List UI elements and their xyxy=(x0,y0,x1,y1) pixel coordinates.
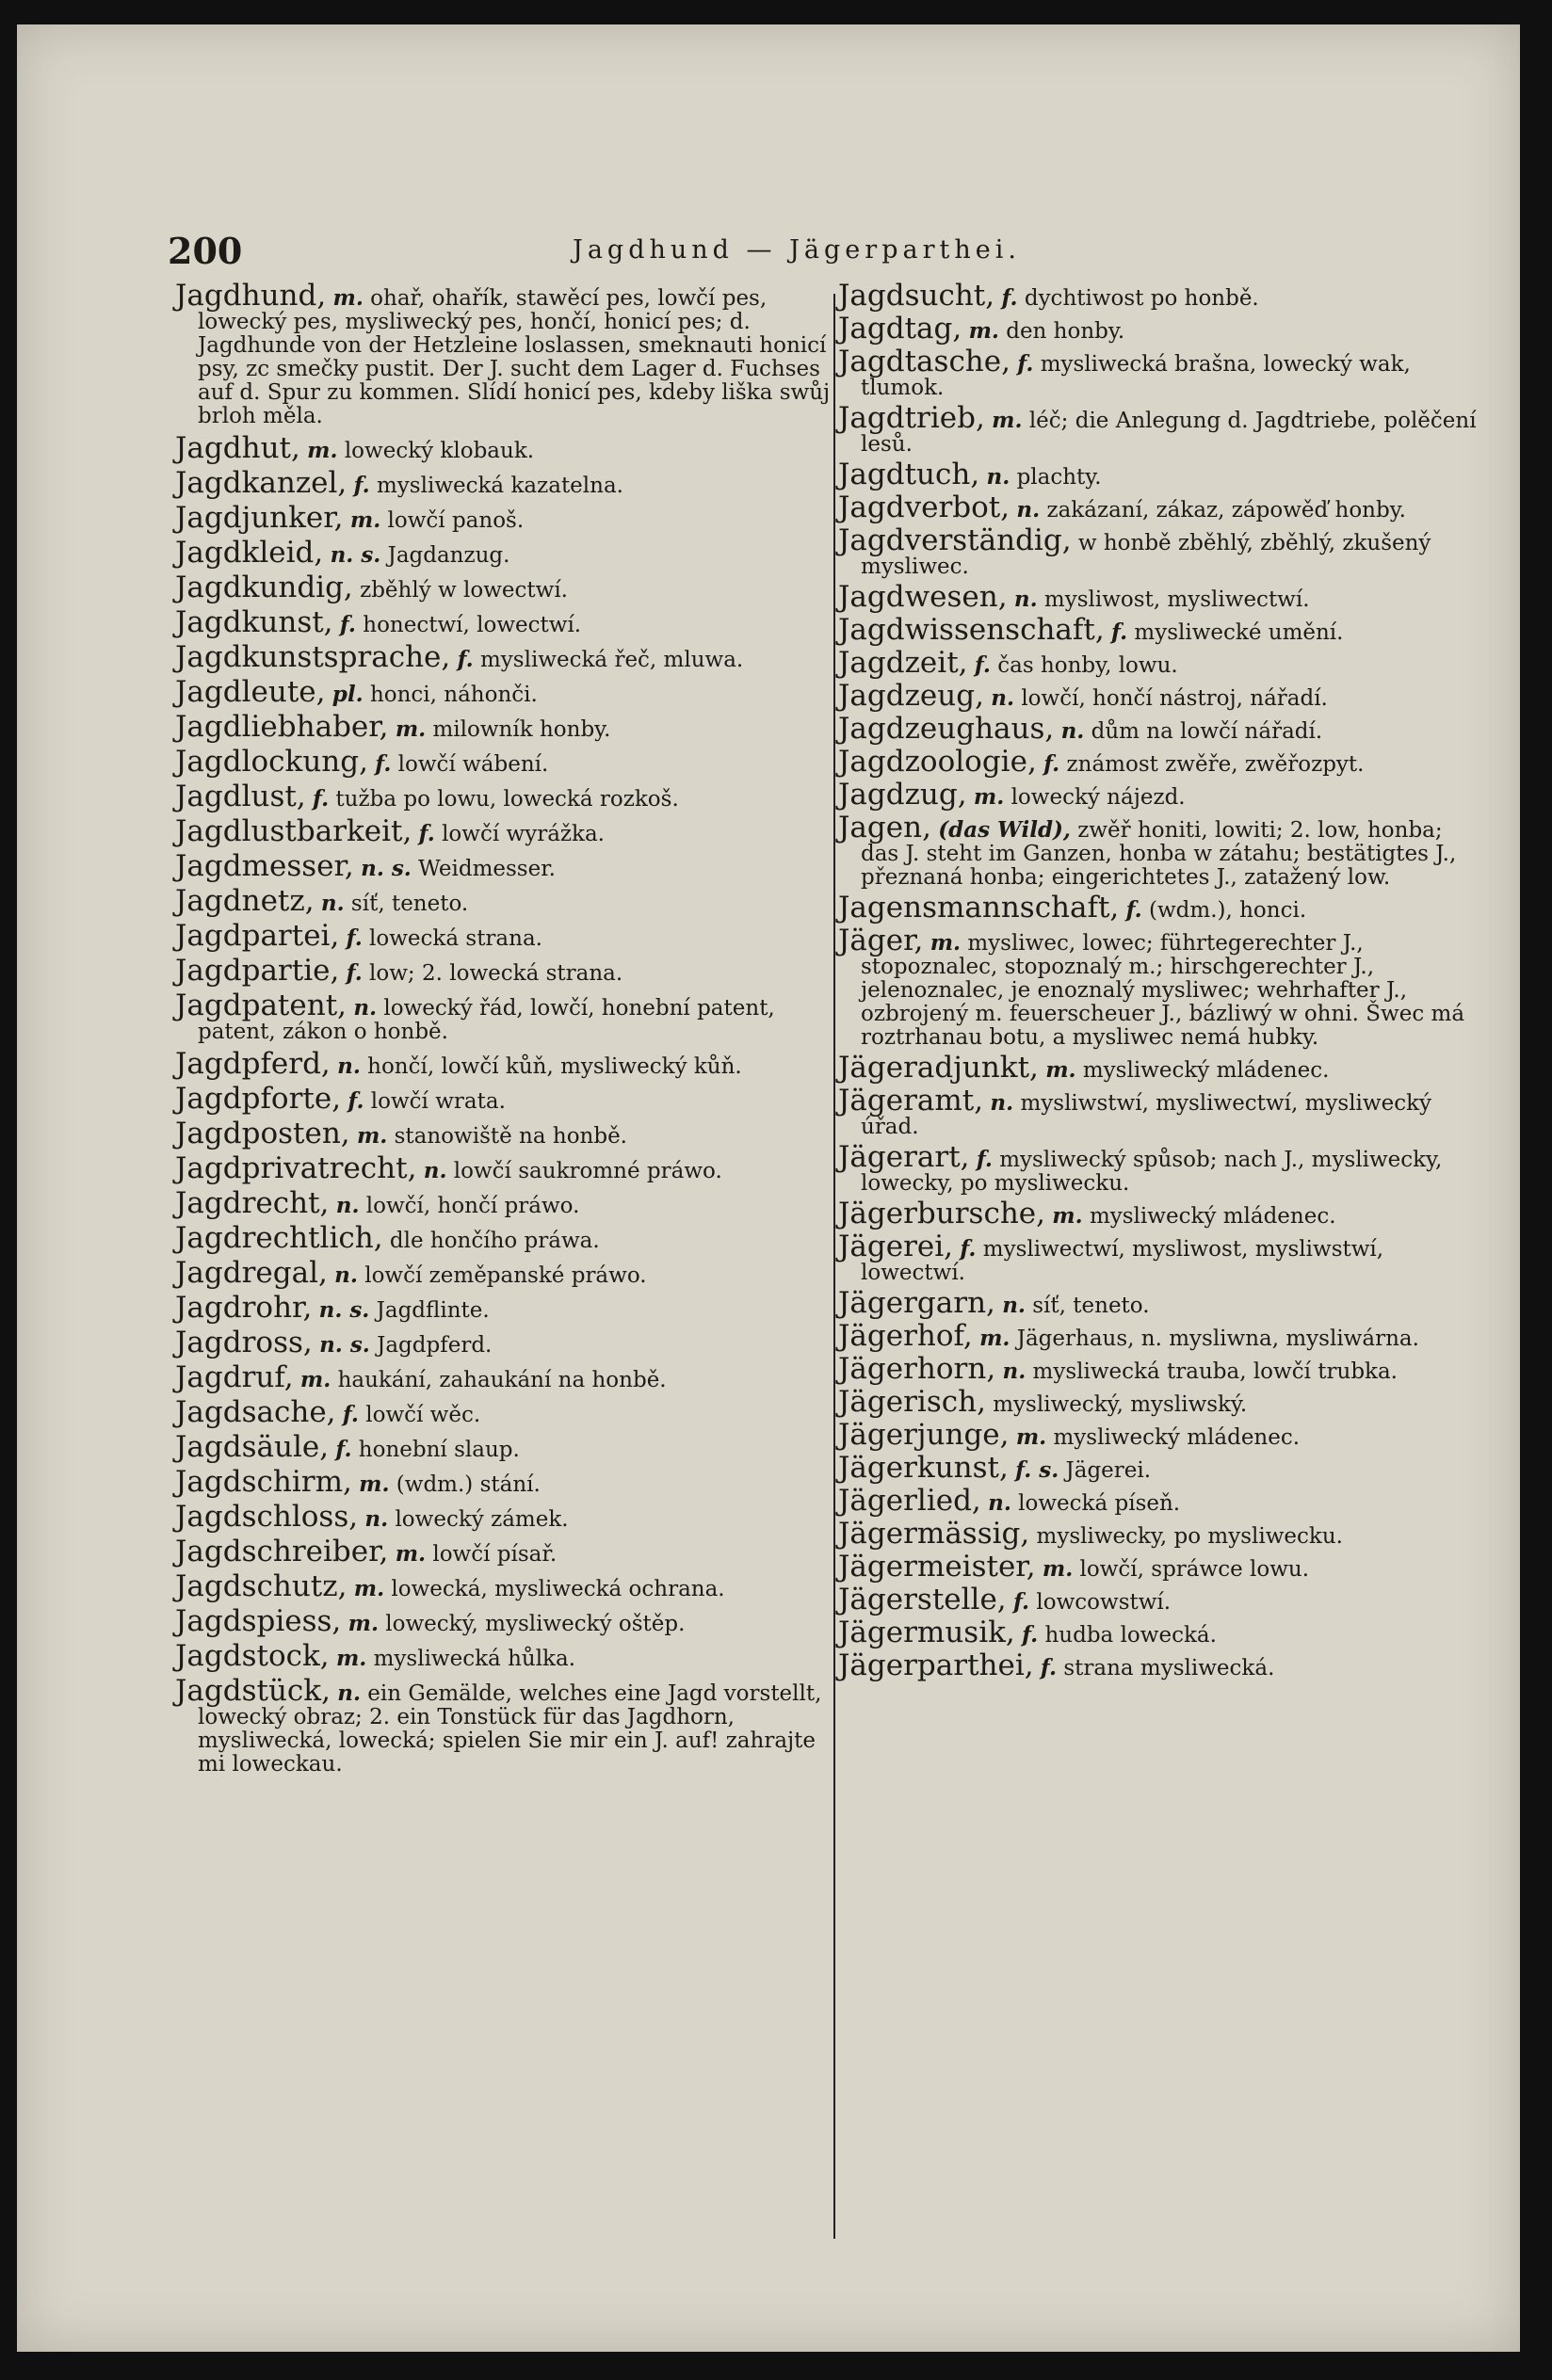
entry-definition: mysliwecká řeč, mluwa. xyxy=(479,648,744,672)
entry-grammar: m. xyxy=(1052,1203,1083,1229)
entry-definition: Jagdanzug. xyxy=(387,543,510,568)
entry-definition: lowecký, mysliwecký oštěp. xyxy=(385,1612,686,1636)
entry-definition: plachty. xyxy=(1016,465,1102,490)
dictionary-entry xyxy=(175,814,834,848)
entry-grammar: m. xyxy=(930,930,962,956)
entry-headword: Jagdruf, xyxy=(175,1360,294,1394)
dictionary-entry xyxy=(175,954,834,988)
dictionary-entry xyxy=(175,849,834,883)
entry-definition: dle hončího práwa. xyxy=(389,1229,600,1253)
entry-definition: honební slaup. xyxy=(358,1438,520,1462)
dictionary-entry xyxy=(838,811,1479,890)
entry-definition: honectwí, lowectwí. xyxy=(363,613,582,637)
entry-headword: Jagdsucht, xyxy=(838,279,995,313)
dictionary-entry xyxy=(175,884,834,918)
entry-grammar: f. xyxy=(353,473,370,498)
entry-grammar: n. s. xyxy=(330,542,381,568)
dictionary-entry xyxy=(838,924,1479,1050)
entry-grammar: m. xyxy=(335,1646,367,1671)
dictionary-entry xyxy=(175,1360,834,1394)
entry-definition: čas honby, lowu. xyxy=(997,653,1178,678)
entry-grammar: m. xyxy=(1015,1424,1047,1450)
entry-definition: lowecká, mysliwecká ochrana. xyxy=(391,1577,725,1601)
entry-headword: Jagdtrieb, xyxy=(838,401,985,435)
entry-headword: Jägermeister, xyxy=(838,1550,1036,1584)
entry-grammar: m. xyxy=(307,438,338,463)
entry-definition: lowecká strana. xyxy=(369,926,542,951)
dictionary-entry xyxy=(838,1230,1479,1285)
entry-grammar: f. xyxy=(1017,351,1034,377)
entry-grammar: n. xyxy=(986,464,1010,490)
dictionary-entry xyxy=(175,640,834,674)
dictionary-entry xyxy=(838,1051,1479,1085)
entry-headword: Jagdpartie, xyxy=(175,954,340,988)
dictionary-entry xyxy=(838,401,1479,457)
entry-definition: lowecký klobauk. xyxy=(344,439,535,463)
dictionary-entry xyxy=(838,891,1479,925)
dictionary-entry xyxy=(175,1082,834,1116)
entry-definition: (wdm.), honci. xyxy=(1149,898,1307,923)
dictionary-entry xyxy=(838,490,1479,524)
dictionary-entry xyxy=(175,1256,834,1290)
entry-grammar: n. xyxy=(1013,587,1038,612)
dictionary-entry xyxy=(175,1465,834,1499)
entry-headword: Jäger, xyxy=(838,924,924,957)
entry-definition: lowecký řád, lowčí, honební patent, patent, zákon o honbě. xyxy=(198,996,775,1044)
entry-headword: Jagdzeit, xyxy=(838,646,968,680)
entry-definition: mysliwecká brašna, lowecký wak, tlumok. xyxy=(861,352,1411,400)
entry-headword: Jägergarn, xyxy=(838,1286,995,1320)
entry-grammar: (das Wild), xyxy=(938,817,1071,843)
entry-headword: Jagdkanzel, xyxy=(175,466,348,500)
entry-definition: mysliwecká trauba, lowčí trubka. xyxy=(1032,1359,1398,1384)
entry-headword: Jagdlustbarkeit, xyxy=(175,814,412,848)
entry-definition: ein Gemälde, welches eine Jagd vorstellt, lowecký obraz; 2. ein Tonstück für das Jagdhorn, mysliwecká, lowecká; spielen Sie mir ein J. auf! zahrajte mi loweckau. xyxy=(198,1681,822,1777)
entry-headword: Jagdzeughaus, xyxy=(838,712,1055,746)
entry-definition: zwěř honiti, lowiti; 2. low, honba; das J. steht im Ganzen, honba w zátahu; bestätigtes J., přeznaná honba; eingerichtetes J., zatažený low. xyxy=(861,818,1457,890)
entry-grammar: m. xyxy=(1042,1556,1074,1582)
entry-definition: milowník honby. xyxy=(432,717,611,742)
dictionary-entry xyxy=(838,279,1479,313)
entry-grammar: m. xyxy=(968,318,999,344)
dictionary-entry xyxy=(175,1117,834,1150)
entry-grammar: m. xyxy=(979,1326,1010,1351)
entry-grammar: n. xyxy=(337,1053,361,1079)
dictionary-entry xyxy=(175,1604,834,1638)
dictionary-entry xyxy=(175,1047,834,1081)
entry-grammar: n. xyxy=(1060,718,1085,744)
entry-definition: mysliwecký mládenec. xyxy=(1089,1204,1336,1229)
entry-grammar: f. xyxy=(418,821,435,846)
entry-grammar: n. xyxy=(991,685,1014,711)
dictionary-entry xyxy=(175,431,834,465)
entry-grammar: n. s. xyxy=(319,1332,370,1358)
entry-headword: Jägerparthei, xyxy=(838,1648,1034,1682)
dictionary-entry xyxy=(838,523,1479,579)
entry-definition: lowecký nájezd. xyxy=(1010,785,1186,810)
entry-definition: mysliwost, mysliwectwí. xyxy=(1043,587,1310,612)
entry-grammar: f. xyxy=(348,1088,364,1114)
entry-definition: lowčí, hončí nástroj, nářadí. xyxy=(1021,686,1328,711)
dictionary-entry xyxy=(838,1484,1479,1518)
entry-definition: hončí, lowčí kůň, mysliwecký kůň. xyxy=(367,1054,742,1079)
entry-grammar: f. xyxy=(960,1236,977,1262)
entry-headword: Jagdstock, xyxy=(175,1639,330,1673)
dictionary-entry xyxy=(838,345,1479,400)
dictionary-entry xyxy=(175,536,834,570)
entry-definition: lowčí, spráwce lowu. xyxy=(1079,1557,1310,1582)
entry-definition: w honbě zběhlý, zběhlý, zkušený mysliwec. xyxy=(861,531,1431,579)
dictionary-entry xyxy=(175,571,834,604)
entry-definition: mysliwecký, mysliwský. xyxy=(993,1392,1248,1417)
entry-grammar: m. xyxy=(395,1541,427,1567)
entry-definition: Jagdpferd. xyxy=(377,1333,493,1358)
dictionary-entry xyxy=(838,1583,1479,1616)
entry-definition: dům na lowčí nářadí. xyxy=(1091,719,1323,744)
entry-grammar: m. xyxy=(348,1611,379,1636)
entry-grammar: n. xyxy=(337,1680,361,1706)
dictionary-entry xyxy=(175,710,834,744)
entry-headword: Jägerjunge, xyxy=(838,1418,1010,1452)
dictionary-entry xyxy=(175,1569,834,1603)
entry-definition: lowčí wábení. xyxy=(397,752,549,777)
entry-headword: Jägerlied, xyxy=(838,1484,981,1518)
dictionary-entry xyxy=(175,1535,834,1568)
entry-grammar: f. xyxy=(974,652,991,678)
entry-headword: Jagdleute, xyxy=(175,675,326,709)
entry-definition: lowčí zeměpanské práwo. xyxy=(364,1263,647,1288)
entry-grammar: m. xyxy=(395,716,427,742)
entry-definition: ohař, ohařík, stawěcí pes, lowčí pes, lowecký pes, mysliwecký pes, hončí, honicí pes; d. Jagdhunde von der Hetzleine loslassen, smeknauti honicí psy, zc smečky pustit. Der J. sucht dem Lager d. Fuchses auf d. Spur zu kommen. Slídí honicí pes, kdeby liška swůj brloh měla. xyxy=(198,286,831,428)
entry-definition: zběhlý w lowectwí. xyxy=(360,578,568,603)
dictionary-entry xyxy=(838,1418,1479,1452)
entry-definition: strana mysliwecká. xyxy=(1063,1656,1275,1680)
entry-headword: Jagdross, xyxy=(175,1326,313,1359)
entry-headword: Jagdkunst, xyxy=(175,605,333,639)
entry-grammar: f. xyxy=(1111,619,1128,645)
entry-headword: Jägerstelle, xyxy=(838,1583,1007,1616)
entry-headword: Jagdkunstsprache, xyxy=(175,640,451,674)
entry-grammar: n. xyxy=(320,891,345,916)
entry-grammar: n. xyxy=(1002,1293,1026,1318)
entry-grammar: f. xyxy=(342,1402,359,1427)
entry-headword: Jägerhof, xyxy=(838,1319,973,1353)
entry-headword: Jagdpatent, xyxy=(175,989,348,1022)
dictionary-entry xyxy=(838,1385,1479,1419)
entry-grammar: f. xyxy=(375,751,392,777)
entry-grammar: f. xyxy=(1022,1622,1039,1648)
entry-definition: lowčí wěc. xyxy=(365,1403,481,1427)
entry-definition: lowcowstwí. xyxy=(1036,1590,1172,1615)
entry-grammar: f. xyxy=(313,786,330,812)
dictionary-entry xyxy=(838,1648,1479,1682)
entry-grammar: m. xyxy=(973,784,1005,810)
entry-headword: Jagdpferd, xyxy=(175,1047,331,1081)
entry-headword: Jagdwesen, xyxy=(838,580,1008,614)
entry-grammar: m. xyxy=(353,1576,385,1601)
entry-grammar: m. xyxy=(332,285,364,311)
dictionary-entry xyxy=(175,780,834,813)
entry-grammar: f. xyxy=(1043,751,1060,777)
entry-definition: síť, teneto. xyxy=(350,892,469,916)
entry-grammar: f. xyxy=(339,612,356,637)
entry-headword: Jägerhorn, xyxy=(838,1352,996,1386)
dictionary-entry xyxy=(838,1517,1479,1551)
entry-grammar: n. s. xyxy=(318,1297,370,1323)
entry-definition: tužba po lowu, lowecká rozkoš. xyxy=(335,787,679,812)
dictionary-page xyxy=(17,24,1520,2352)
entry-grammar: m. xyxy=(1045,1057,1076,1083)
entry-headword: Jagdpforte, xyxy=(175,1082,342,1116)
entry-definition: lowčí panoš. xyxy=(387,508,525,533)
dictionary-entry xyxy=(175,1326,834,1359)
entry-headword: Jagdregal, xyxy=(175,1256,328,1290)
entry-headword: Jägerbursche, xyxy=(838,1197,1045,1230)
entry-headword: Jagdzoologie, xyxy=(838,745,1037,779)
dictionary-entry xyxy=(175,1151,834,1185)
entry-definition: mysliwec, lowec; führtegerechter J., stopoznalec, stopoznalý m.; hirschgerechter J., jelenoznalec, je enoznalý mysliwec; wehrhafter J., ozbrojený m. feuerscheuer J., bázliwý w ohni. Šwec má roztrhanau botu, a mysliwec nemá hubky. xyxy=(861,931,1465,1050)
entry-definition: hudba lowecká. xyxy=(1044,1623,1217,1648)
dictionary-entry xyxy=(838,745,1479,779)
entry-definition: lowčí písař. xyxy=(432,1542,558,1567)
entry-headword: Jagdsache, xyxy=(175,1395,336,1429)
entry-grammar: m. xyxy=(359,1471,390,1497)
entry-grammar: f. xyxy=(346,960,363,986)
entry-definition: Jagdflinte. xyxy=(376,1298,490,1323)
entry-definition: síť, teneto. xyxy=(1032,1294,1150,1318)
entry-definition: zakázaní, zákaz, zápowěď honby. xyxy=(1046,498,1406,523)
right-column xyxy=(838,279,1479,1687)
entry-headword: Jagdtuch, xyxy=(838,458,980,491)
entry-grammar: n. xyxy=(988,1490,1011,1516)
entry-headword: Jägermusik, xyxy=(838,1616,1015,1649)
entry-definition: mysliwecké umění. xyxy=(1134,620,1344,645)
entry-definition: lowčí wyrážka. xyxy=(442,822,605,846)
entry-definition: mysliwecky, po mysliwecku. xyxy=(1036,1524,1343,1549)
entry-grammar: n. xyxy=(334,1262,358,1288)
entry-headword: Jagdschreiber, xyxy=(175,1535,389,1568)
entry-headword: Jagdschutz, xyxy=(175,1569,348,1603)
entry-grammar: f. xyxy=(457,647,474,672)
dictionary-entry xyxy=(838,1352,1479,1386)
entry-definition: známost zwěře, zwěřozpyt. xyxy=(1066,752,1365,777)
entry-grammar: f. xyxy=(1040,1655,1058,1680)
entry-grammar: f. xyxy=(1001,285,1018,311)
dictionary-entry xyxy=(838,1197,1479,1230)
entry-definition: mysliwectwí, mysliwost, mysliwstwí, lowectwí. xyxy=(861,1237,1384,1285)
entry-headword: Jagdkleid, xyxy=(175,536,324,570)
entry-grammar: n. xyxy=(353,995,378,1021)
dictionary-entry xyxy=(838,580,1479,614)
dictionary-entry xyxy=(838,679,1479,713)
entry-grammar: f. xyxy=(1125,897,1142,923)
entry-definition: lowčí saukromné práwo. xyxy=(453,1159,722,1183)
entry-headword: Jagdjunker, xyxy=(175,501,344,535)
entry-headword: Jagdverständig, xyxy=(838,523,1072,557)
entry-headword: Jagdrohr, xyxy=(175,1291,313,1325)
dictionary-entry xyxy=(175,1291,834,1325)
entry-headword: Jagdrecht, xyxy=(175,1186,330,1220)
dictionary-entry xyxy=(838,712,1479,746)
entry-grammar: n. xyxy=(1016,497,1041,523)
entry-definition: lowecký zámek. xyxy=(395,1507,569,1532)
entry-headword: Jägerkunst, xyxy=(838,1451,1009,1485)
entry-definition: den honby. xyxy=(1006,319,1125,344)
entry-headword: Jagdschloss, xyxy=(175,1500,359,1534)
dictionary-entry xyxy=(838,1140,1479,1196)
dictionary-entry xyxy=(175,989,834,1044)
entry-headword: Jagdnetz, xyxy=(175,884,315,918)
entry-headword: Jagdmesser, xyxy=(175,849,354,883)
dictionary-entry xyxy=(838,458,1479,491)
entry-grammar: n. xyxy=(364,1506,389,1532)
entry-grammar: f. xyxy=(335,1437,352,1462)
entry-headword: Jagdpartei, xyxy=(175,919,340,953)
entry-definition: léč; die Anlegung d. Jagdtriebe, polěčení lesů. xyxy=(861,409,1477,457)
entry-definition: mysliwecký mládenec. xyxy=(1082,1058,1330,1083)
entry-headword: Jagdzeug, xyxy=(838,679,984,713)
entry-headword: Jagdposten, xyxy=(175,1117,350,1150)
entry-headword: Jägeradjunkt, xyxy=(838,1051,1039,1085)
dictionary-entry xyxy=(175,745,834,779)
running-head: Jagdhund — Jägerparthei. xyxy=(573,235,1021,265)
entry-definition: lowecká píseň. xyxy=(1018,1491,1181,1516)
entry-grammar: n. xyxy=(335,1193,360,1218)
entry-definition: low; 2. lowecká strana. xyxy=(369,961,623,986)
entry-headword: Jagdkundig, xyxy=(175,571,353,604)
entry-definition: mysliwecký mládenec. xyxy=(1053,1425,1301,1450)
dictionary-entry xyxy=(175,1500,834,1534)
dictionary-entry xyxy=(175,501,834,535)
entry-definition: Jägerei. xyxy=(1065,1458,1152,1483)
entry-definition: lowčí wrata. xyxy=(370,1089,506,1114)
entry-definition: lowčí, hončí práwo. xyxy=(365,1194,580,1218)
entry-headword: Jagdspiess, xyxy=(175,1604,342,1638)
dictionary-entry xyxy=(175,919,834,953)
dictionary-entry xyxy=(175,675,834,709)
entry-definition: mysliwstwí, mysliwectwí, mysliwecký úřad. xyxy=(861,1091,1432,1139)
entry-headword: Jägerisch, xyxy=(838,1385,986,1419)
page-number: 200 xyxy=(168,230,243,272)
entry-headword: Jagdzug, xyxy=(838,778,967,812)
entry-headword: Jägerei, xyxy=(838,1230,954,1263)
entry-grammar: m. xyxy=(299,1367,331,1392)
dictionary-entry xyxy=(838,1451,1479,1485)
entry-headword: Jagdsäule, xyxy=(175,1430,330,1464)
dictionary-entry xyxy=(838,613,1479,647)
dictionary-entry xyxy=(175,466,834,500)
entry-grammar: f. xyxy=(346,925,363,951)
entry-headword: Jagdtasche, xyxy=(838,345,1010,378)
left-column xyxy=(175,279,834,1785)
entry-headword: Jagdlockung, xyxy=(175,745,368,779)
entry-headword: Jagdhut, xyxy=(175,431,300,465)
entry-definition: mysliwecká hůlka. xyxy=(373,1647,576,1671)
entry-headword: Jagdlust, xyxy=(175,780,306,813)
entry-definition: dychtiwost po honbě. xyxy=(1024,286,1259,311)
dictionary-entry xyxy=(175,1430,834,1464)
dictionary-entry xyxy=(175,1639,834,1673)
dictionary-entry xyxy=(838,1550,1479,1584)
dictionary-entry xyxy=(838,1286,1479,1320)
entry-headword: Jägerart, xyxy=(838,1140,970,1174)
entry-headword: Jagdstück, xyxy=(175,1674,331,1708)
dictionary-entry xyxy=(838,1084,1479,1139)
entry-definition: (wdm.) stání. xyxy=(396,1472,541,1497)
dictionary-entry xyxy=(838,1616,1479,1649)
entry-headword: Jagdhund, xyxy=(175,279,327,313)
entry-grammar: n. s. xyxy=(361,856,412,881)
entry-headword: Jagensmannschaft, xyxy=(838,891,1120,925)
entry-grammar: pl. xyxy=(331,682,364,707)
entry-definition: mysliwecká kazatelna. xyxy=(377,474,623,498)
entry-headword: Jagdtag, xyxy=(838,312,962,346)
entry-headword: Jagdliebhaber, xyxy=(175,710,389,744)
entry-headword: Jagdschirm, xyxy=(175,1465,352,1499)
entry-headword: Jagdrechtlich, xyxy=(175,1221,383,1255)
dictionary-entry xyxy=(175,1674,834,1777)
entry-headword: Jagen, xyxy=(838,811,931,844)
entry-grammar: m. xyxy=(349,507,381,533)
entry-grammar: n. xyxy=(1002,1359,1027,1384)
dictionary-entry xyxy=(175,1395,834,1429)
dictionary-entry xyxy=(838,646,1479,680)
entry-headword: Jagdverbot, xyxy=(838,490,1010,524)
entry-definition: haukání, zahaukání na honbě. xyxy=(337,1368,667,1392)
entry-headword: Jägeramt, xyxy=(838,1084,984,1118)
entry-definition: Jägerhaus, n. mysliwna, mysliwárna. xyxy=(1016,1327,1419,1351)
entry-headword: Jägermässig, xyxy=(838,1517,1030,1551)
entry-grammar: f. s. xyxy=(1015,1457,1059,1483)
dictionary-entry xyxy=(838,312,1479,346)
entry-grammar: f. xyxy=(1012,1589,1030,1615)
dictionary-entry xyxy=(838,778,1479,812)
entry-definition: honci, náhonči. xyxy=(369,683,538,707)
dictionary-entry xyxy=(175,279,834,428)
entry-definition: Weidmesser. xyxy=(418,857,556,881)
dictionary-entry xyxy=(175,605,834,639)
entry-headword: Jagdwissenschaft, xyxy=(838,613,1105,647)
entry-grammar: m. xyxy=(992,408,1023,433)
entry-grammar: f. xyxy=(976,1147,993,1172)
entry-grammar: n. xyxy=(990,1090,1014,1116)
entry-headword: Jagdprivatrecht, xyxy=(175,1151,417,1185)
dictionary-entry xyxy=(838,1319,1479,1353)
dictionary-entry xyxy=(175,1221,834,1255)
entry-grammar: m. xyxy=(356,1123,388,1149)
dictionary-entry xyxy=(175,1186,834,1220)
entry-definition: stanowiště na honbě. xyxy=(394,1124,627,1149)
entry-grammar: n. xyxy=(423,1158,447,1183)
entry-definition: mysliwecký spůsob; nach J., mysliwecky, lowecky, po mysliwecku. xyxy=(861,1148,1443,1196)
